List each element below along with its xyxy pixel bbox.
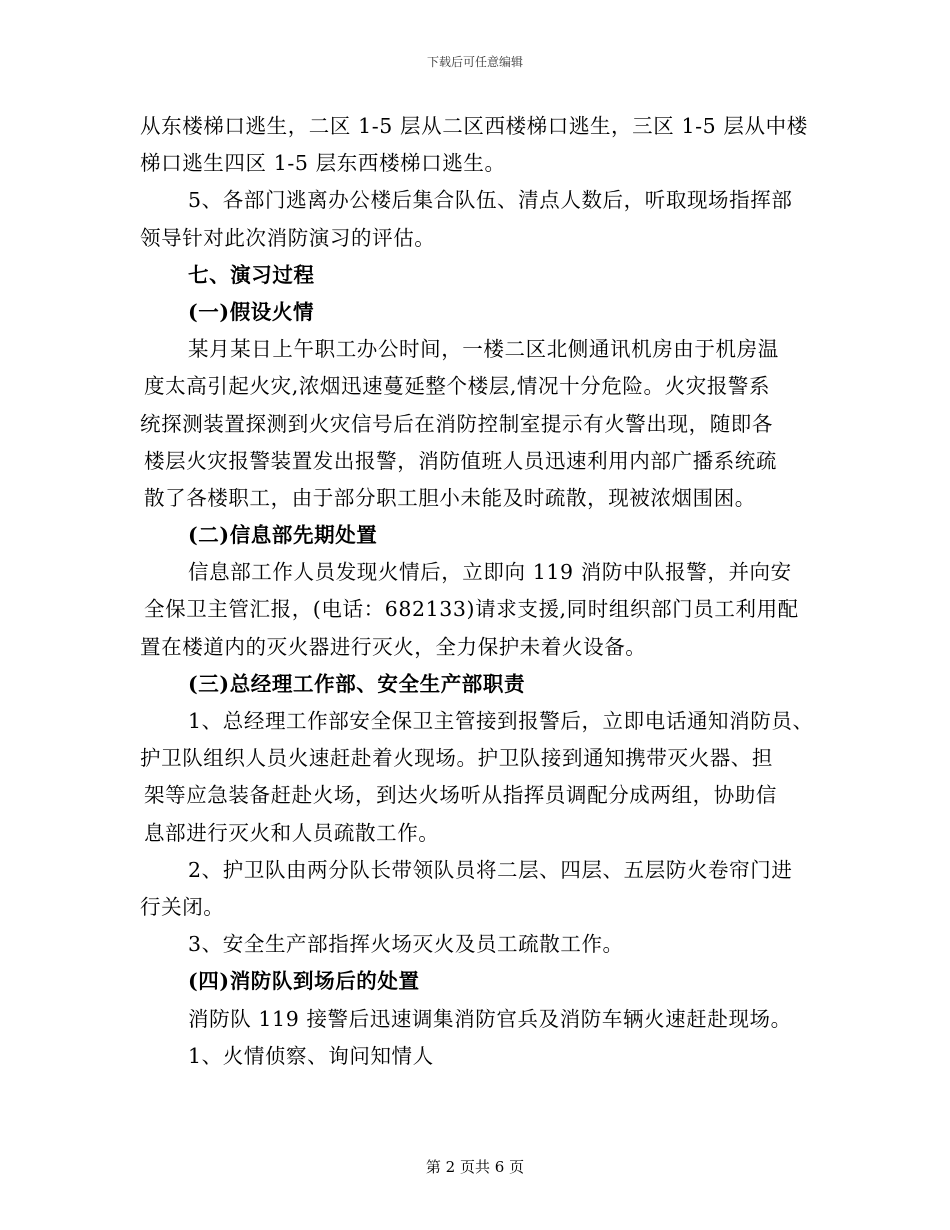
body-line: 统探测装置探测到火灾信号后在消防控制室提示有火警出现，随即各 [140, 411, 773, 436]
body-line: 1、火情侦察、询问知情人 [188, 1043, 434, 1068]
subsection-heading: (四)消防队到场后的处置 [188, 969, 420, 994]
body-line: 置在楼道内的灭火器进行灭火，全力保护未着火设备。 [140, 634, 647, 659]
body-line: 信息部工作人员发现火情后，立即向 119 消防中队报警，并向安 [188, 560, 792, 585]
subsection-heading: (一)假设火情 [188, 299, 315, 324]
body-line: 3、安全生产部指挥火场灭火及员工疏散工作。 [188, 932, 624, 957]
body-line: 度太高引起火灾,浓烟迅速蔓延整个楼层,情况十分危险。火灾报警系 [144, 374, 771, 399]
body-line: 全保卫主管汇报，(电话：682133)请求支援,同时组织部门员工利用配 [144, 597, 799, 622]
subsection-heading: (三)总经理工作部、安全生产部职责 [188, 671, 526, 696]
body-line: 行关闭。 [140, 894, 225, 919]
page-header: 下载后可任意编辑 [426, 55, 523, 69]
section-heading: 七、演习过程 [188, 262, 315, 287]
body-line: 2、护卫队由两分队长带领队员将二层、四层、五层防火卷帘门进 [188, 857, 793, 882]
body-line: 某月某日上午职工办公时间，一楼二区北侧通讯机房由于机房温 [188, 337, 779, 362]
body-line: 1、总经理工作部安全保卫主管接到报警后，立即电话通知消防员、 [188, 709, 814, 733]
body-line: 5、各部门逃离办公楼后集合队伍、清点人数后，听取现场指挥部 [188, 188, 793, 213]
page-footer: 第 2 页共 6 页 [425, 1158, 525, 1176]
body-line: 散了各楼职工，由于部分职工胆小未能及时疏散，现被浓烟围困。 [144, 485, 756, 510]
document-body [140, 108, 820, 1075]
body-line: 护卫队组织人员火速赶赴着火现场。护卫队接到通知携带灭火器、担 [140, 746, 773, 771]
body-line: 息部进行灭火和人员疏散工作。 [144, 820, 440, 845]
body-line: 架等应急装备赶赴火场，到达火场听从指挥员调配分成两组，协助信 [144, 783, 777, 808]
body-line: 梯口逃生四区 1-5 层东西楼梯口逃生。 [140, 151, 506, 176]
body-line: 从东楼梯口逃生，二区 1-5 层从二区西楼梯口逃生，三区 1-5 层从中楼 [140, 114, 808, 138]
body-line: 楼层火灾报警装置发出报警，消防值班人员迅速利用内部广播系统疏 [144, 448, 777, 473]
body-line: 消防队 119 接警后迅速调集消防官兵及消防车辆火速赶赴现场。 [188, 1006, 792, 1031]
body-line: 领导针对此次消防演习的评估。 [140, 225, 436, 250]
subsection-heading: (二)信息部先期处置 [188, 523, 378, 548]
